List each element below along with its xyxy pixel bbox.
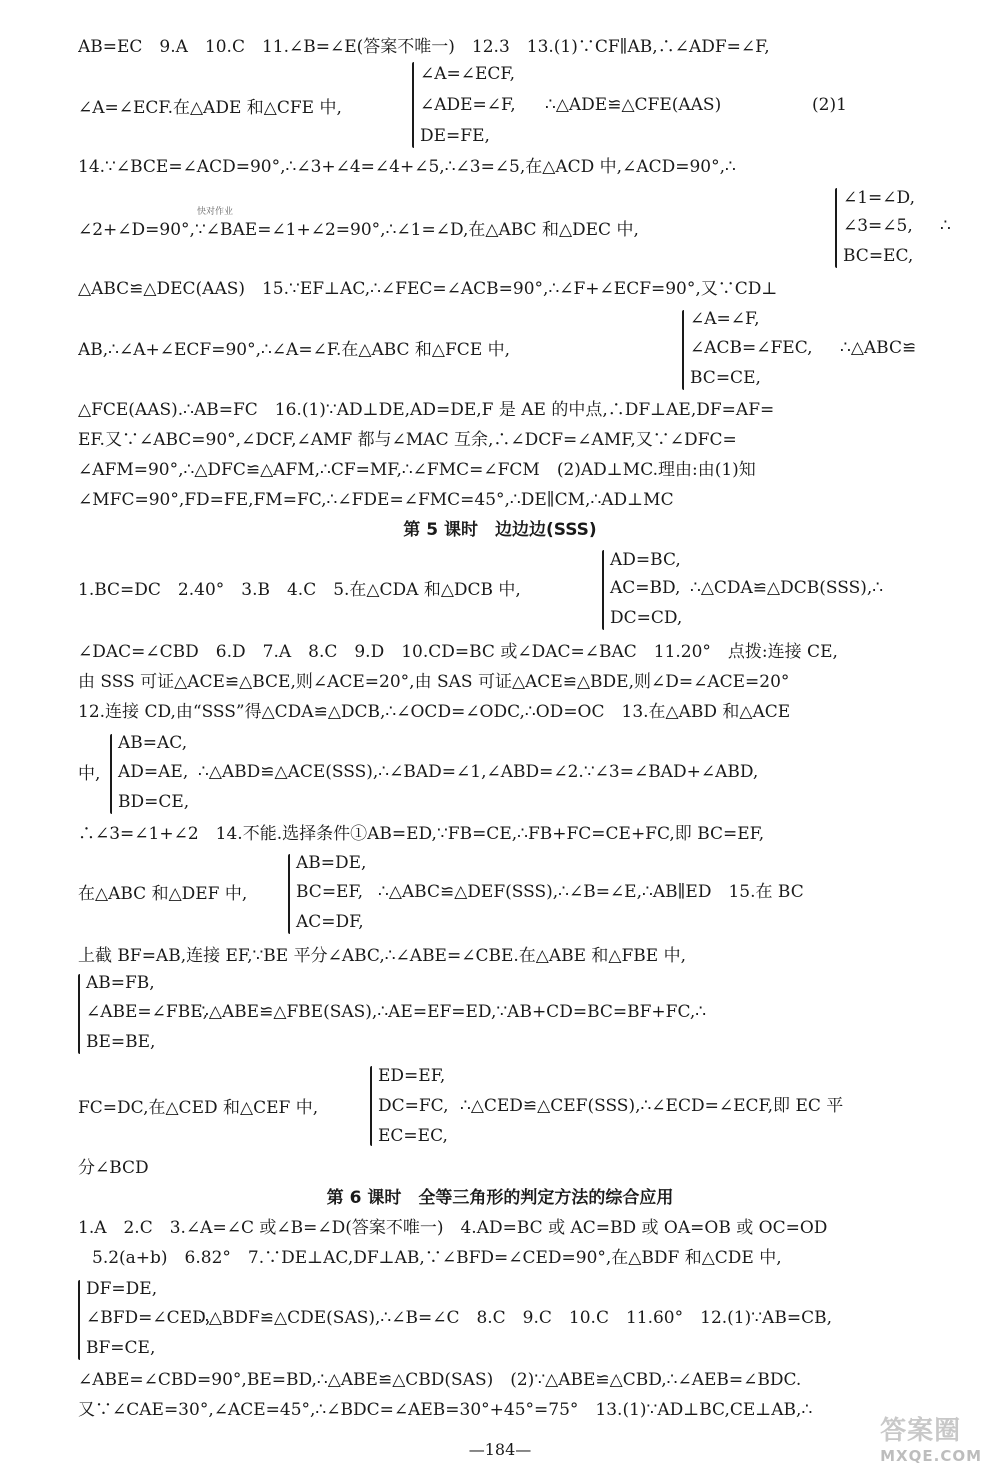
text-line: 中, — [78, 764, 101, 784]
system-tail: ∴△CDA≌△DCB(SSS),∴ — [690, 578, 884, 598]
equation-system — [370, 1066, 372, 1146]
system-tail: ∴△ABC≌△DEF(SSS),∴∠B=∠E,∴AB∥ED 15.在 BC — [378, 882, 804, 902]
text-line: 14.∵∠BCE=∠ACD=90°,∴∠3+∠4=∠4+∠5,∴∠3=∠5,在△ACD 中,∠ACD=90°,∴ — [78, 157, 736, 177]
system-tail: ∴△ABD≌△ACE(SSS),∴∠BAD=∠1,∠ABD=∠2.∵∠3=∠BAD+∠ABD, — [198, 762, 759, 782]
equation-system — [110, 734, 112, 814]
system-row: BF=CE, — [86, 1338, 156, 1358]
watermark-sub: MXQE.COM — [880, 1447, 982, 1465]
system-row: AB=AC, — [118, 733, 188, 753]
system-row: ∠1=∠D, — [843, 188, 915, 208]
system-tail: ∴ — [940, 216, 951, 236]
text-line: 上截 BF=AB,连接 EF,∵BE 平分∠ABC,∴∠ABE=∠CBE.在△ABE 和△FBE 中, — [78, 946, 687, 966]
text-line: ∠MFC=90°,FD=FE,FM=FC,∴∠FDE=∠FMC=45°,∴DE∥CM,∴AD⊥MC — [78, 490, 674, 510]
stamp: 快对作业 — [197, 207, 234, 217]
system-row: BC=EC, — [843, 246, 914, 266]
system-tail: ∴△BDF≌△CDE(SAS),∴∠B=∠C 8.C 9.C 10.C 11.60° 12.(1)∵AB=CB, — [198, 1308, 832, 1328]
equation-system — [602, 550, 604, 630]
system-row: AC=BD, — [610, 578, 681, 598]
text-line: AB,∴∠A+∠ECF=90°,∴∠A=∠F.在△ABC 和△FCE 中, — [78, 340, 511, 360]
system-row: ∠A=∠F, — [690, 309, 760, 329]
text-line: AB=EC 9.A 10.C 11.∠B=∠E(答案不唯一) 12.3 13.(1)∵CF∥AB,∴∠ADF=∠F, — [78, 37, 770, 57]
system-row: BE=BE, — [86, 1032, 156, 1052]
text-line: △ABC≌△DEC(AAS) 15.∵EF⊥AC,∴∠FEC=∠ACB=90°,∴∠F+∠ECF=90°,又∵CD⊥ — [78, 279, 778, 299]
watermark-logo — [880, 1410, 982, 1465]
text-line: 1.A 2.C 3.∠A=∠C 或∠B=∠D(答案不唯一) 4.AD=BC 或 AC=BD 或 OA=OB 或 OC=OD — [78, 1218, 828, 1238]
system-row: AB=DE, — [296, 853, 367, 873]
system-row: ED=EF, — [378, 1066, 446, 1086]
equation-system — [412, 62, 414, 148]
text-line: ∠2+∠D=90°,∵∠BAE=∠1+∠2=90°,∴∠1=∠D,在△ABC 和△DEC 中, — [78, 220, 639, 240]
page-number: —184— — [468, 1440, 532, 1459]
system-row: ∠ACB=∠FEC, — [690, 338, 813, 358]
equation-system — [835, 188, 837, 268]
text-line: ∠A=∠ECF.在△ADE 和△CFE 中, — [78, 98, 342, 118]
system-row: DF=DE, — [86, 1279, 158, 1299]
system-row: ∠A=∠ECF, — [420, 64, 515, 84]
system-tail: ∴△CED≌△CEF(SSS),∴∠ECD=∠ECF,即 EC 平 — [460, 1096, 844, 1116]
system-row: ∠ABE=∠FBE, — [86, 1002, 209, 1022]
system-row: EC=EC, — [378, 1126, 448, 1146]
text-line: ∠ABE=∠CBD=90°,BE=BD,∴△ABE≌△CBD(SAS) (2)∵△ABE≌△CBD,∴∠AEB=∠BDC. — [78, 1370, 802, 1390]
system-row: DC=CD, — [610, 608, 683, 628]
system-row: AD=BC, — [610, 550, 681, 570]
system-row: DC=FC, — [378, 1096, 449, 1116]
system-row: ∠ADE=∠F, — [420, 95, 516, 115]
system-row: BC=CE, — [690, 368, 761, 388]
section-heading: 第 6 课时 全等三角形的判定方法的综合应用 — [326, 1188, 674, 1208]
text-line: 在△ABC 和△DEF 中, — [78, 884, 248, 904]
system-row: ∠BFD=∠CED, — [86, 1308, 211, 1328]
system-tail: ∴△ABC≌ — [840, 338, 917, 358]
system-row: AD=AE, — [118, 762, 189, 782]
system-row: BC=EF, — [296, 882, 364, 902]
text-line: ∴∠3=∠1+∠2 14.不能.选择条件①AB=ED,∵FB=CE,∴FB+FC=CE+FC,即 BC=EF, — [78, 824, 765, 844]
text-line: 又∵∠CAE=30°,∠ACE=45°,∴∠BDC=∠AEB=30°+45°=75° 13.(1)∵AD⊥BC,CE⊥AB,∴ — [78, 1400, 813, 1420]
equation-system — [78, 974, 80, 1054]
text-fragment: (2)1 — [812, 95, 847, 115]
text-line: 1.BC=DC 2.40° 3.B 4.C 5.在△CDA 和△DCB 中, — [78, 580, 521, 600]
watermark-text: 答案圈 — [880, 1416, 962, 1446]
text-line: ∠AFM=90°,∴△DFC≌△AFM,∴CF=MF,∴∠FMC=∠FCM (2)AD⊥MC.理由:由(1)知 — [78, 460, 756, 480]
system-row: AB=FB, — [86, 973, 155, 993]
equation-system — [288, 854, 290, 934]
system-tail: ∴△ABE≌△FBE(SAS),∴AE=EF=ED,∵AB+CD=BC=BF+FC,∴ — [198, 1002, 707, 1022]
text-line: EF.又∵∠ABC=90°,∠DCF,∠AMF 都与∠MAC 互余,∴∠DCF=∠AMF,又∵∠DFC= — [78, 430, 737, 450]
text-line: FC=DC,在△CED 和△CEF 中, — [78, 1098, 319, 1118]
text-line: 12.连接 CD,由“SSS”得△CDA≌△DCB,∴∠OCD=∠ODC,∴OD=OC 13.在△ABD 和△ACE — [78, 702, 791, 722]
system-row: BD=CE, — [118, 792, 190, 812]
text-line: △FCE(AAS).∴AB=FC 16.(1)∵AD⊥DE,AD=DE,F 是 AE 的中点,∴DF⊥AE,DF=AF= — [78, 400, 775, 420]
system-row: ∠3=∠5, — [843, 216, 913, 236]
system-row: AC=DF, — [296, 912, 364, 932]
equation-system — [682, 310, 684, 390]
equation-system — [78, 1280, 80, 1360]
text-line: 5.2(a+b) 6.82° 7.∵DE⊥AC,DF⊥AB,∵∠BFD=∠CED=90°,在△BDF 和△CDE 中, — [92, 1248, 782, 1268]
section-heading: 第 5 课时 边边边(SSS) — [403, 520, 597, 540]
text-line: 由 SSS 可证△ACE≌△BCE,则∠ACE=20°,由 SAS 可证△ACE≌△BDE,则∠D=∠ACE=20° — [78, 672, 790, 692]
text-line: ∠DAC=∠CBD 6.D 7.A 8.C 9.D 10.CD=BC 或∠DAC=∠BAC 11.20° 点拨:连接 CE, — [78, 642, 838, 662]
text-line: 分∠BCD — [78, 1158, 149, 1178]
system-tail: ∴△ADE≌△CFE(AAS) — [545, 95, 722, 115]
system-row: DE=FE, — [420, 126, 490, 146]
